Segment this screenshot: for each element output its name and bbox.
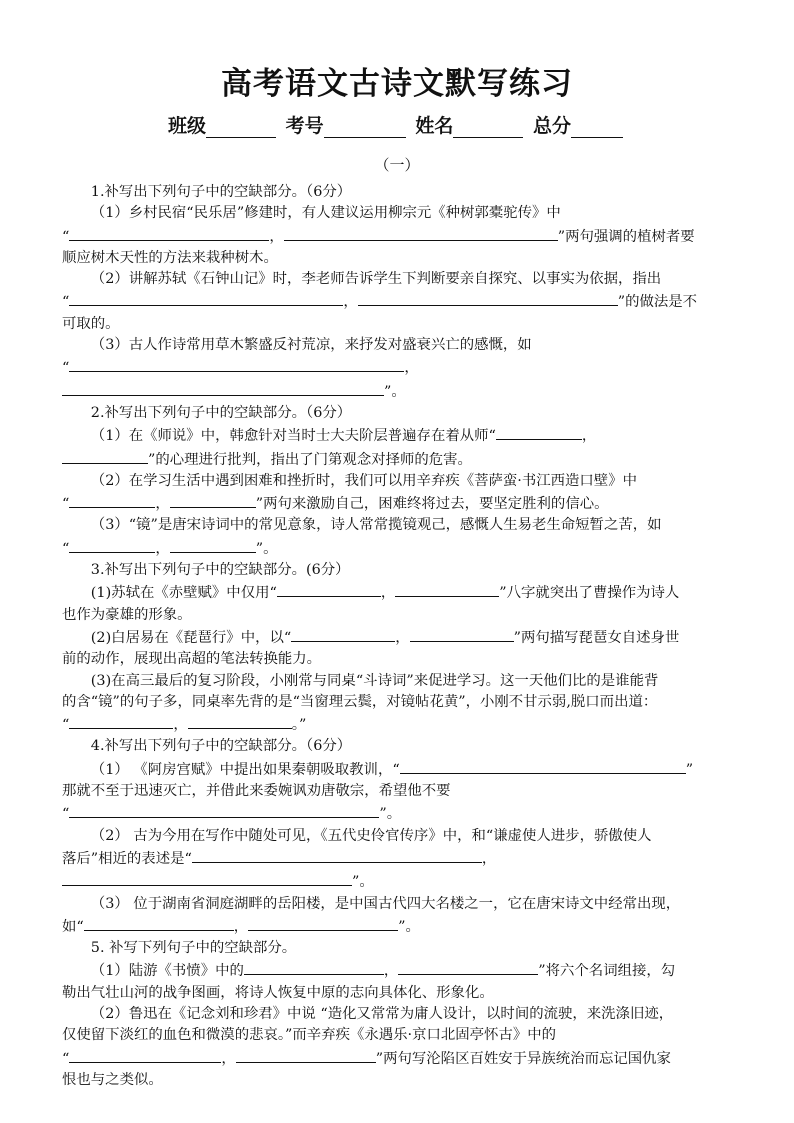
answer-blank[interactable]	[410, 626, 514, 642]
q4-s2-line2: ”。	[62, 870, 736, 893]
q5-s1-line: （1）陆游《书愤》中的 ， ”将六个名词组接，勾	[62, 959, 736, 982]
student-info-row	[0, 111, 794, 138]
answer-blank[interactable]	[398, 959, 538, 975]
q3-s3-text: (3)在高三最后的复习阶段，小刚常与同桌“斗诗词”来促进学习。这一天他们比的是谁能背	[90, 672, 659, 689]
q1-s2-line: “ ， ”的做法是不	[62, 290, 736, 313]
answer-blank[interactable]	[69, 290, 343, 306]
q2-s1-line: （1）在《师说》中，韩愈针对当时士大夫阶层普遍存在着从师“ ，	[62, 424, 736, 447]
answer-blank[interactable]	[69, 356, 404, 372]
answer-blank[interactable]	[170, 492, 256, 508]
q2-s3-line: “ ， ”。	[62, 537, 736, 560]
answer-blank[interactable]	[291, 626, 395, 642]
answer-blank[interactable]	[62, 870, 352, 886]
q2-heading: 2.补写出下列句子中的空缺部分。（6分）	[90, 404, 352, 421]
exam-no-label: 考号	[285, 115, 324, 137]
q3-s3-line: “ ， 。”	[62, 713, 736, 736]
answer-blank[interactable]	[192, 847, 482, 863]
answer-blank[interactable]	[62, 448, 148, 464]
q4-s2-line: 落后”相近的表述是“ ，	[62, 847, 736, 870]
q1-s2-cont: 可取的。	[62, 315, 120, 332]
answer-blank[interactable]	[69, 225, 269, 241]
q5-s2-line: “ ， ”两句写沦陷区百姓安于异族统治而忘记国仇家	[62, 1047, 736, 1070]
answer-blank[interactable]	[395, 581, 499, 597]
answer-blank[interactable]	[69, 492, 155, 508]
answer-blank[interactable]	[69, 537, 155, 553]
q2-s1-cont: ”的心理进行批判，指出了门第观念对择师的危害。	[62, 448, 736, 471]
q5-s2-cont: 恨也与之类似。	[62, 1071, 163, 1088]
q5-heading: 5. 补写下列句子中的空缺部分。	[90, 940, 297, 957]
q1-heading: 1.补写出下列句子中的空缺部分。（6分）	[90, 184, 352, 200]
exam-no-blank[interactable]	[324, 117, 406, 138]
answer-blank[interactable]	[69, 1047, 221, 1063]
q2-s2-text: （2）在学习生活中遇到困难和挫折时，我们可以用辛弃疾《菩萨蛮·书江西造口壁》中	[90, 472, 637, 489]
section-heading: （一）	[374, 156, 420, 174]
score-label: 总分	[532, 115, 571, 137]
q1-s3-line1: “ ，	[62, 356, 736, 379]
answer-blank[interactable]	[236, 1047, 376, 1063]
q1-s1-cont: 顺应树木天性的方法来栽种树木。	[62, 249, 278, 266]
q4-s1-cont: 那就不至于迅速灭亡，并借此来委婉讽劝唐敬宗，希望他不要	[62, 783, 451, 800]
answer-blank[interactable]	[188, 713, 292, 729]
answer-blank[interactable]	[496, 424, 582, 440]
q3-s3-text2: 的含“镜”的句子多，同桌率先背的是“当窗理云鬓，对镜帖花黄”，小刚不甘示弱,脱口而出道：	[62, 693, 658, 710]
q5-s1-cont: 勒出气壮山河的战争图画，将诗人恢复中原的志向具体化、形象化。	[62, 984, 494, 1001]
q5-s2-text: （2）鲁迅在《记念刘和珍君》中说 “造化又常常为庸人设计，以时间的流驶，来洗涤旧迹，	[90, 1005, 674, 1022]
q1-s1-line: “ ， ”两句强调的植树者要	[62, 225, 736, 248]
answer-blank[interactable]	[62, 380, 384, 396]
answer-blank[interactable]	[69, 802, 379, 818]
page-title: 高考语文古诗文默写练习	[221, 66, 573, 102]
q4-heading: 4.补写出下列句子中的空缺部分。（6分）	[90, 738, 352, 755]
q2-s3-text: （3）“镜”是唐宋诗词中的常见意象，诗人常常揽镜观己，感慨人生易老生命短暂之苦，如	[90, 517, 662, 534]
q1-s3-line2: ”。	[62, 380, 736, 403]
q1-s2-text: （2）讲解苏轼《石钟山记》时，李老师告诉学生下判断要亲自探究、以事实为依据，指出	[90, 271, 662, 288]
class-blank[interactable]	[206, 117, 276, 138]
answer-blank[interactable]	[284, 225, 558, 241]
q4-s3-line: 如“ ， ”。	[62, 915, 736, 938]
q4-s2-text: （2） 古为今用在写作中随处可见，《五代史伶官传序》中，和“谦虚使人进步，骄傲使人	[90, 827, 652, 844]
questions	[62, 182, 736, 1091]
q4-s3-text: （3） 位于湖南省洞庭湖畔的岳阳楼，是中国古代四大名楼之一，它在唐宋诗文中经常出现，	[90, 895, 681, 912]
q3-s1-cont: 也作为豪雄的形象。	[62, 606, 192, 623]
q2-s2-line: “ ， ”两句来激励自己，困难终将过去，要坚定胜利的信心。	[62, 492, 736, 515]
answer-blank[interactable]	[400, 758, 686, 774]
name-blank[interactable]	[453, 117, 523, 138]
answer-blank[interactable]	[170, 537, 256, 553]
class-label: 班级	[168, 115, 207, 137]
answer-blank[interactable]	[84, 915, 234, 931]
answer-blank[interactable]	[277, 581, 381, 597]
q3-s1-line: (1)苏轼在《赤壁赋》中仅用“ ， ”八字就突出了曹操作为诗人	[62, 581, 736, 604]
q5-s2-text2: 仅使留下淡红的血色和微漠的悲哀。”而辛弃疾《永遇乐·京口北固亭怀古》中的	[62, 1027, 557, 1044]
q4-s1-line2: “ ”。	[62, 802, 736, 825]
q3-s2-line: (2)白居易在《琵琶行》中，以“ ， ”两句描写琵琶女自述身世	[62, 626, 736, 649]
score-blank[interactable]	[571, 117, 623, 138]
q3-s2-cont: 前的动作，展现出高超的笔法转换能力。	[62, 651, 322, 668]
answer-blank[interactable]	[69, 713, 173, 729]
answer-blank[interactable]	[248, 915, 398, 931]
q1-s1-text: （1）乡村民宿“民乐居”修建时，有人建议运用柳宗元《种树郭橐驼传》中	[90, 205, 561, 222]
q3-heading: 3.补写出下列句子中的空缺部分。(6分）	[90, 562, 350, 579]
q4-s1-line: （1） 《阿房宫赋》中提出如果秦朝吸取教训，“ ”	[62, 758, 736, 781]
answer-blank[interactable]	[244, 959, 384, 975]
answer-blank[interactable]	[358, 290, 618, 306]
q1-s3-text: （3）古人作诗常用草木繁盛反衬荒凉，来抒发对盛衰兴亡的感慨，如	[90, 337, 532, 354]
name-label: 姓名	[415, 115, 454, 137]
